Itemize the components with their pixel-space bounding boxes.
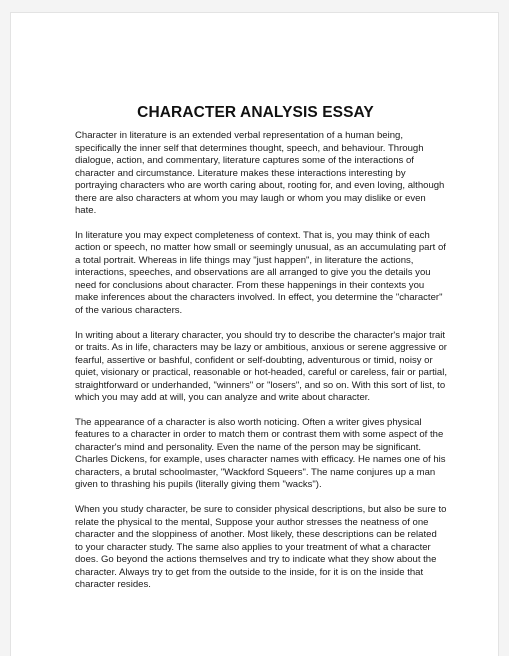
paragraph-4: The appearance of a character is also worth noticing. Often a writer gives physical features to a character in order to match them or contrast them with some aspect of the character's mind and personality. Even the name of the person may be significant. Charles Dickens, for example, uses character names with efficacy. He names one of his characters, a brutal schoolmaster, "Wackford Squeers". The name conjures up a man given to thrashing his pupils (literally giving them "wacks"). xyxy=(75,416,446,491)
essay-title: CHARACTER ANALYSIS ESSAY xyxy=(137,104,374,121)
document-page xyxy=(10,12,499,656)
essay-body xyxy=(75,130,447,604)
paragraph-3: In writing about a literary character, you should try to describe the character's major trait or traits. As in life, characters may be lazy or ambitious, anxious or serene aggressive or fearful, assertive or bashful, confident or self-doubting, adventurous or timid, noisy or quiet, visionary or practical, reasonable or hot-headed, careful or careless, fair or partial, straightforward or underhanded, "winners" or "losers", and so on. With this sort of list, to which you may add at will, you can analyze and write about character. xyxy=(75,329,447,404)
paragraph-2: In literature you may expect completeness of context. That is, you may think of each action or speech, no matter how small or seemingly unusual, as an accumulating part of a total portrait. Whereas in life things may "just happen", in literature the actions, interactions, speeches, and observations are all arranged to give you the details you need for conclusions about character. From these happenings in their contexts you make inferences about the characters involved. In effect, you determine the "character" of the various characters. xyxy=(75,229,446,316)
paragraph-5: When you study character, be sure to consider physical descriptions, but also be sure to relate the physical to the mental, Suppose your author stresses the neatness of one character and the sloppiness of another. Most likely, these descriptions can be related to your character study. The same also applies to your treatment of what a character does. Go beyond the actions themselves and try to indicate what they show about the character. Always try to get from the outside to the inside, for it is on the inside that character resides. xyxy=(75,504,447,591)
paragraph-1: Character in literature is an extended verbal representation of a human being, specifically the inner self that determines thought, speech, and behaviour. Through dialogue, action, and commentary, literature captures some of the interactions of character and circumstance. Literature makes these interactions interesting by portraying characters who are worth caring about, rooting for, and even loving, although there are also characters at whom you may laugh or whom you may dislike or even hate. xyxy=(75,130,445,216)
